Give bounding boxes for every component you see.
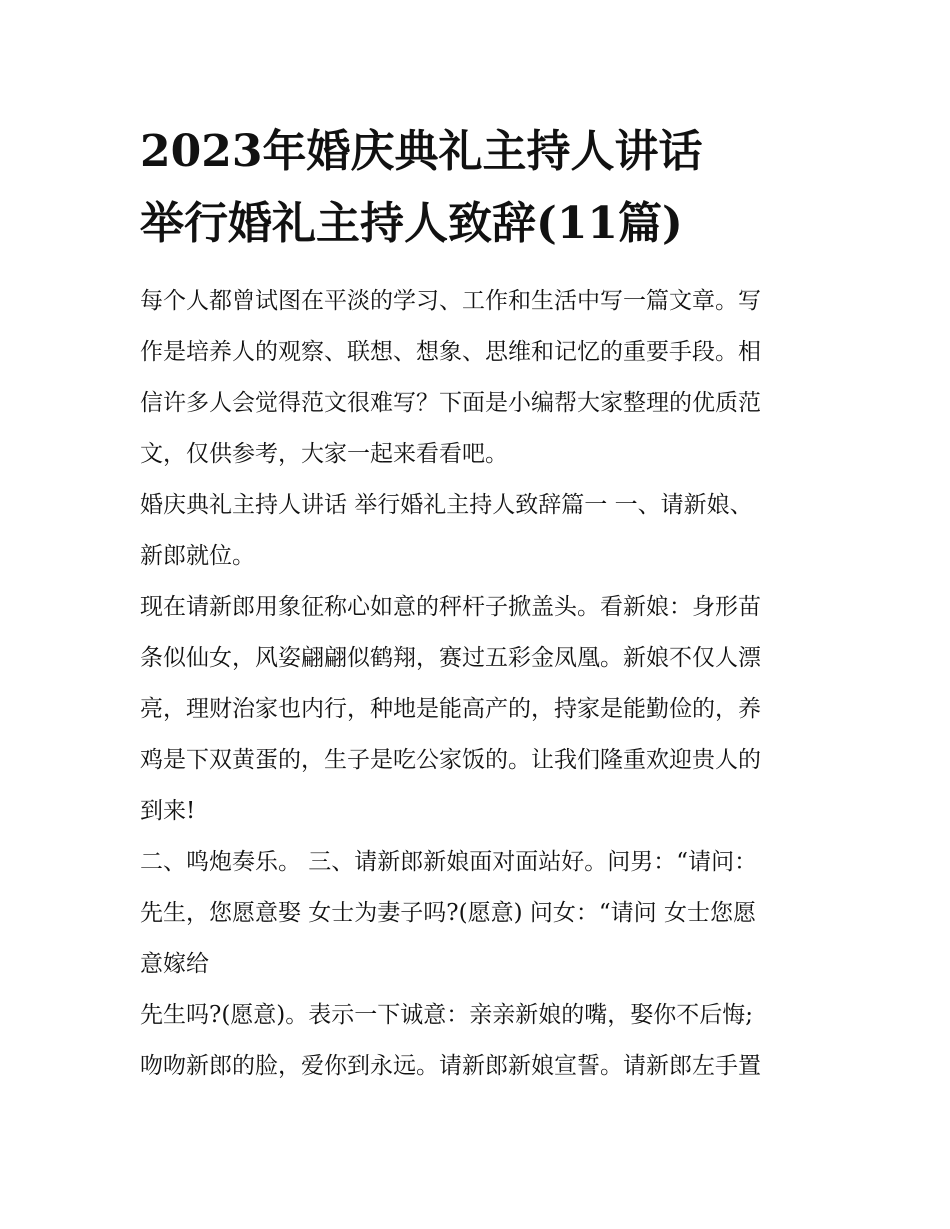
paragraph-intro — [140, 276, 820, 480]
document-body — [140, 276, 820, 1092]
title-line-1: 2023年婚庆典礼主持人讲话 — [140, 126, 703, 177]
text-line: 亮，理财治家也内行，种地是能高产的，持家是能勤俭的，养 — [140, 696, 761, 722]
text-line: 吻吻新郎的脸，爱你到永远。请新郎新娘宣誓。请新郎左手置 — [140, 1053, 761, 1079]
text-line: 到来! — [140, 798, 196, 824]
text-line: 条似仙女，风姿翩翩似鹤翔，赛过五彩金凤凰。新娘不仅人漂 — [140, 645, 761, 671]
text-line: 鸡是下双黄蛋的，生子是吃公家饭的。让我们隆重欢迎贵人的 — [140, 747, 761, 773]
text-line: 先生，您愿意娶 女士为妻子吗?(愿意) 问女：“请问 女士您愿 — [140, 900, 756, 926]
text-line: 先生吗?(愿意)。表示一下诚意：亲亲新娘的嘴，娶你不后悔; — [140, 1002, 754, 1028]
text-line: 意嫁给 — [140, 951, 209, 977]
text-line: 文，仅供参考，大家一起来看看吧。 — [140, 441, 508, 467]
text-line: 每个人都曾试图在平淡的学习、工作和生活中写一篇文章。写 — [140, 288, 761, 314]
paragraph-vows-answer — [140, 990, 820, 1092]
paragraph-vows-question — [140, 837, 820, 990]
text-line: 作是培养人的观察、联想、想象、思维和记忆的重要手段。相 — [140, 339, 761, 365]
text-line: 现在请新郎用象征称心如意的秤杆子掀盖头。看新娘：身形苗 — [140, 594, 761, 620]
text-line: 信许多人会觉得范文很难写？下面是小编帮大家整理的优质范 — [140, 390, 761, 416]
text-line: 婚庆典礼主持人讲话 举行婚礼主持人致辞篇一 一、请新娘、 — [140, 492, 753, 518]
document-title — [140, 116, 820, 260]
paragraph-bride — [140, 582, 820, 837]
title-line-2: 举行婚礼主持人致辞(11篇) — [140, 198, 683, 249]
text-line: 二、鸣炮奏乐。 三、请新郎新娘面对面站好。问男：“请问： — [140, 849, 758, 875]
text-line: 新郎就位。 — [140, 543, 255, 569]
paragraph-section-one — [140, 480, 820, 582]
